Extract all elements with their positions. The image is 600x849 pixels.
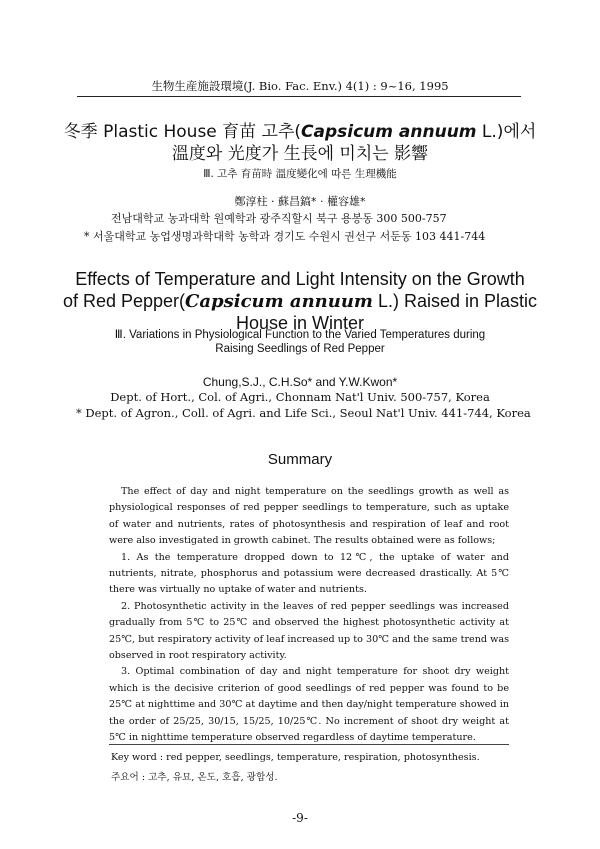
english-title-line2 — [0, 290, 600, 313]
summary-paragraph: The effect of day and night temperature on the seedlings growth as well as physiological responses of red pepper seedlings to temperature, such as uptake of water and nutrients, rates of photosynthesis and respiration of leaf and root were also investigated in growth cabinet. The results obtained were as follows; — [109, 486, 509, 547]
page-number: -9- — [292, 811, 308, 825]
korean-affiliation-1: 전남대학교 농과대학 원예학과 광주직할시 북구 용봉동 300 500-757 — [111, 212, 447, 225]
english-title-text-end: L.) Raised in Plastic — [372, 291, 538, 311]
english-title-line1: Effects of Temperature and Light Intensity on the Growth — [75, 269, 525, 289]
journal-citation: 生物生産施設環境(J. Bio. Fac. Env.) 4(1) : 9~16, 1995 — [151, 79, 449, 93]
summary-heading: Summary — [267, 451, 333, 468]
english-authors: Chung,S.J., C.H.So* and Y.W.Kwon* — [202, 375, 398, 389]
english-affiliation-2: * Dept. of Agron., Coll. of Agri. and Life Sci., Seoul Nat'l Univ. 441-744, Korea — [76, 406, 531, 420]
english-title-text: of Red Pepper( — [62, 291, 186, 311]
korean-title-species: Capsicum annuum — [301, 122, 477, 142]
korean-affiliation-2: * 서울대학교 농업생명과학대학 농학과 경기도 수원시 권선구 서둔동 103 441-744 — [84, 230, 486, 243]
korean-title-text: 冬季 Plastic House 育苗 고추( — [63, 122, 302, 142]
english-subtitle-line1: Ⅲ. Variations in Physiological Function to the Varied Temperatures during — [114, 329, 486, 341]
english-affiliation-1: Dept. of Hort., Col. of Agri., Chonnam Nat'l Univ. 500-757, Korea — [110, 390, 490, 404]
korean-title-line1 — [0, 121, 600, 143]
korean-title-text-end: L.)에서 — [476, 122, 537, 142]
english-keywords: Key word : red pepper, seedlings, temperature, respiration, photosynthesis. — [111, 752, 480, 763]
summary-body — [109, 484, 509, 747]
english-title-species: Capsicum annuum — [185, 291, 373, 312]
korean-keywords: 주요어 : 고추, 유묘, 온도, 호흡, 광합성. — [111, 772, 278, 783]
footnote-rule — [109, 744, 509, 745]
english-subtitle-line2: Raising Seedlings of Red Pepper — [215, 343, 385, 355]
summary-paragraph: 1. As the temperature dropped down to 12℃, the uptake of water and nutrients, nitrate, phosphorus and potassium were decreased drastically. At 5℃ there was virtually no uptake of water and nutrients. — [109, 551, 509, 596]
english-title-line3: House in Winter — [235, 313, 365, 333]
header-rule — [77, 96, 521, 97]
korean-authors: 鄭淳柱 · 蘇昌鎬* · 權容雄* — [234, 195, 366, 208]
korean-title-line2: 溫度와 光度가 生長에 미치는 影響 — [171, 144, 429, 164]
summary-paragraph: 2. Photosynthetic activity in the leaves of red pepper seedlings was increased gradually from 5℃ to 25℃ and observed the highest photosynthetic activity at 25℃, but respiratory activity of leaf increased up to 30℃ and the same trend was observed in root respiratory activity. — [109, 600, 509, 662]
korean-subtitle: Ⅲ. 고추 育苗時 溫度變化에 따른 生理機能 — [203, 168, 397, 180]
summary-paragraph: 3. Optimal combination of day and night temperature for shoot dry weight which is the decisive criterion of good seedlings of red pepper was found to be 25℃ at nighttime and 30℃ at daytime and then day/night temperature showed in the order of 25/25, 30/15, 15/25, 10/25℃. No increment of shoot dry weight at 5℃ in nighttime temperature observed regardless of daytime temperature. — [109, 666, 509, 744]
